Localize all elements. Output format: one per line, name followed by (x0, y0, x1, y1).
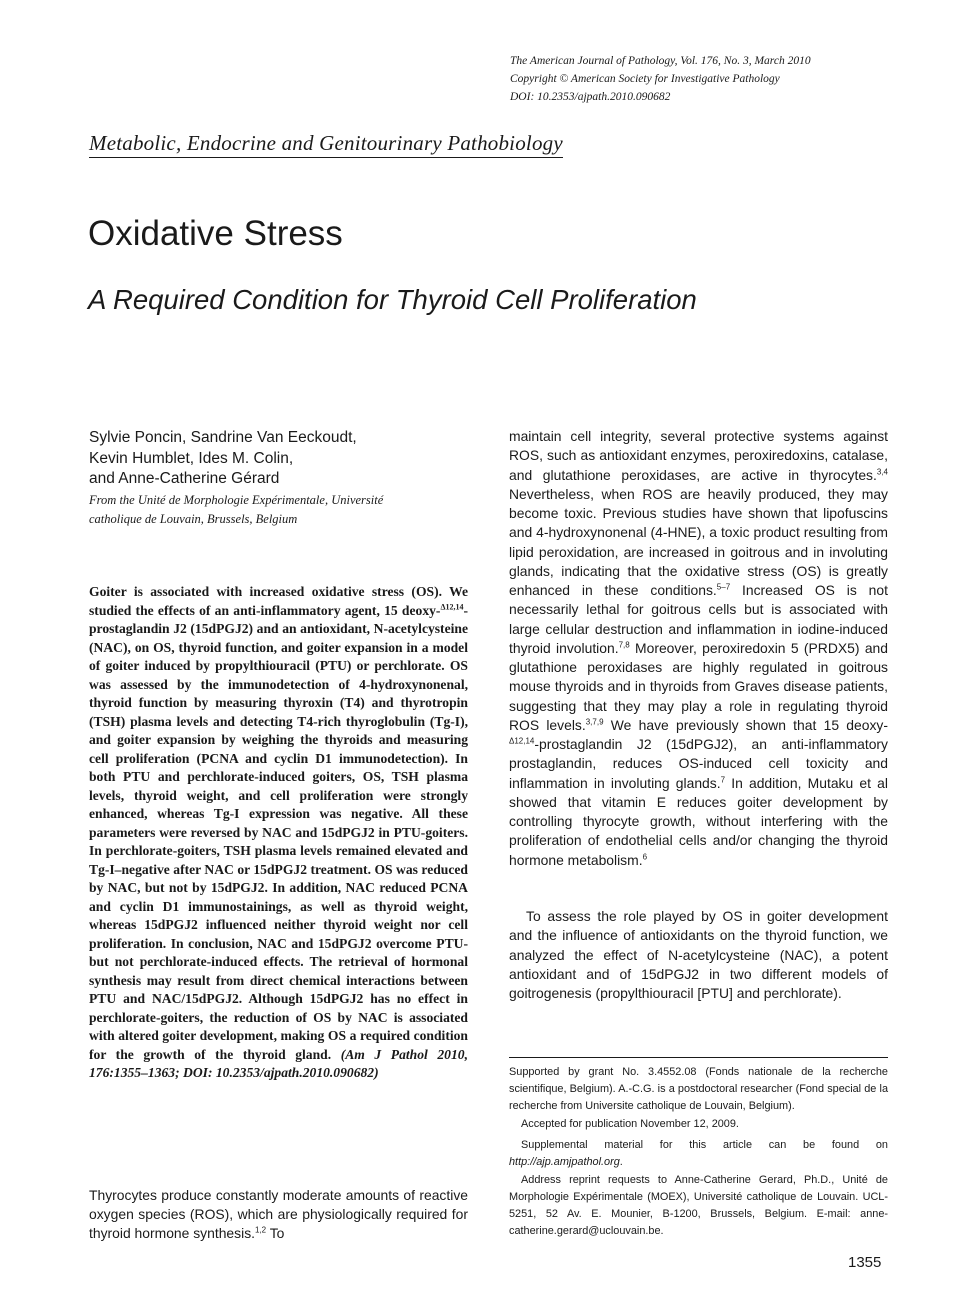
footnote-accepted: Accepted for publication November 12, 2009. (521, 1118, 739, 1130)
author-list (89, 428, 489, 490)
body-text: Thyrocytes produce constantly moderate amounts of reactive oxygen species (ROS), which are physiologically required for thyroid hormone synthesis. (89, 1187, 468, 1241)
copyright-line: Copyright © American Society for Investigative Pathology (510, 73, 780, 85)
doi-line: DOI: 10.2353/ajpath.2010.090682 (510, 91, 671, 103)
reference-superscript: 3,4 (876, 466, 888, 476)
body-text: In addition, Mutaku et al showed that vitamin E reduces goiter development by controlling thyrocyte growth, without interfering with the proliferation of endothelial cells and/or changing the thyroid hormone metabolism. (509, 774, 888, 868)
footnote-text: Supplemental material for this article can be found on (521, 1139, 888, 1151)
abstract (89, 583, 468, 1083)
footnote-funding: Supported by grant No. 3.4552.08 (Fonds nationale de la recherche scientifique, Belgium). A.-C.G. is a postdoctoral researcher (Fond special de la recherche from Universite catholique de Louvain, Belgium). (509, 1066, 888, 1112)
intro-paragraph-aims: To assess the role played by OS in goiter development and the influence of antioxidants on the thyroid function, we analyzed the effect of N-acetylcysteine (NAC), a potent antioxidant and of 15dPGJ2 in two different models of goitrogenesis (propylthiouracil [PTU] and perchlorate). (509, 908, 888, 1001)
section-heading: Metabolic, Endocrine and Genitourinary Pathobiology (89, 131, 563, 158)
article-subtitle: A Required Condition for Thyroid Cell Proliferation (88, 284, 697, 315)
footnote-supplemental (509, 1137, 888, 1171)
reference-superscript: 6 (642, 851, 648, 861)
affiliation-line: From the Unité de Morphologie Expérimentale, Université (89, 493, 384, 507)
abstract-citation: (Am J Pathol 2010, 176:1355–1363; DOI: 10.2353/ajpath.2010.090682) (89, 1046, 468, 1080)
abstract-text: -prostaglandin J2 (15dPGJ2) and an antioxidant, N-acetylcysteine (NAC), on OS, thyroid function, and goiter expansion in a model of goiter induced by propylthiouracil (PTU) or perchlorate. OS was assessed by the immunodetection of 4-hydroxynonenal, thyroid function by measuring thyroxin (T4) and thyrotropin (TSH) plasma levels and detecting T4-rich thyroglobulin (Tg-I), and goiter expansion by weighing the thyroids and measuring cell proliferation (PCNA and cyclin D1 immunodetection). In both PTU and perchlorate-induced goiters, OS, TSH plasma levels, thyroid weight, and cell proliferation were strongly enhanced, whereas Tg-I expression was negative. All these parameters were reversed by NAC and 15dPGJ2 in PTU-goiters. In perchlorate-goiters, TSH plasma levels remained elevated and Tg-I–negative after NAC or 15dPGJ2 treatment. OS was reduced by NAC, but not by 15dPGJ2. In addition, NAC reduced PCNA and cyclin D1 immunostainings, as well as thyroid weight, whereas 15dPGJ2 influenced neither thyroid weight nor cell proliferation. In conclusion, NAC and 15dPGJ2 overcome PTU- but not perchlorate-induced effects. The retrieval of hormonal synthesis may result from direct chemical interactions between PTU and NAC/15dPGJ2. Although 15dPGJ2 has no effect in perchlorate-goiters, the reduction of OS by NAC is associated with altered goiter development, making OS a required condition for the growth of the thyroid gland. (89, 602, 468, 1062)
intro-paragraph-right (509, 427, 888, 870)
reference-superscript: 3,7,9 (585, 717, 604, 727)
body-text: Moreover, peroxiredoxin 5 (PRDX5) and glutathione peroxidases are highly regulated in goitrous mouse thyroids and in thyroids from Graves disease patients, suggesting that they may play a role in regulating thyroid ROS levels. (509, 639, 888, 733)
affiliation-line: catholique de Louvain, Brussels, Belgium (89, 512, 298, 526)
body-text: Increased OS is not necessarily lethal for goitrous cells but is associated with large cellular destruction and inflammation in iodine-induced thyroid involution. (509, 582, 888, 656)
abstract-superscript: Δ12,14 (440, 601, 464, 611)
reference-superscript: 1,2 (255, 1225, 267, 1235)
footnote-text: . (619, 1156, 623, 1168)
intro-paragraph-left (89, 1186, 468, 1243)
journal-header (510, 52, 930, 106)
author-line: Kevin Humblet, Ides M. Colin, (89, 449, 294, 467)
affiliation (89, 491, 489, 529)
footnote-divider (509, 1057, 888, 1058)
reference-superscript: 7,8 (618, 640, 630, 650)
supplemental-link[interactable]: http://ajp.amjpathol.org (509, 1156, 620, 1168)
journal-citation-line: The American Journal of Pathology, Vol. 176, No. 3, March 2010 (510, 55, 811, 67)
article-title: Oxidative Stress (88, 214, 343, 253)
delta-superscript: Δ12,14 (509, 736, 535, 746)
page-number: 1355 (848, 1254, 882, 1271)
body-text: Nevertheless, when ROS are heavily produced, they may become toxic. Previous studies have shown that lipofuscins and 4-hydroxynonenal (4-HNE), a toxic product resulting from lipid peroxidation, are increased in goitrous and in involuting glands, indicating that the oxidative stress (OS) is greatly enhanced in these conditions. (509, 485, 888, 598)
reference-superscript: 5–7 (716, 582, 731, 592)
body-text: maintain cell integrity, several protective systems against ROS, such as antioxidant enzymes, peroxiredoxins, catalase, and glutathione peroxidases, are active in thyrocytes. (509, 428, 888, 483)
body-text: To (266, 1225, 285, 1241)
footnote-reprint-requests: Address reprint requests to Anne-Catherine Gerard, Ph.D., Unité de Morphologie Expérimentale (MOEX), Université catholique de Louvain. UCL-5251, 52 Av. E. Mounier, B-1200, Brussels, Belgium. E-mail: anne-catherine.gerard@uclouvain.be. (509, 1174, 888, 1237)
body-text: We have previously shown that 15 deoxy- (603, 716, 888, 733)
author-line: Sylvie Poncin, Sandrine Van Eeckoudt, (89, 429, 357, 446)
body-text: -prostaglandin J2 (15dPGJ2), an anti-inflammatory prostaglandin, reduces OS-induced cell toxicity and inflammation in involuting glands. (509, 736, 888, 791)
reference-superscript: 7 (720, 774, 726, 784)
abstract-text: Goiter is associated with increased oxidative stress (OS). We studied the effects of an anti-inflammatory agent, 15 deoxy- (89, 584, 468, 618)
author-line: and Anne-Catherine Gérard (89, 470, 280, 487)
